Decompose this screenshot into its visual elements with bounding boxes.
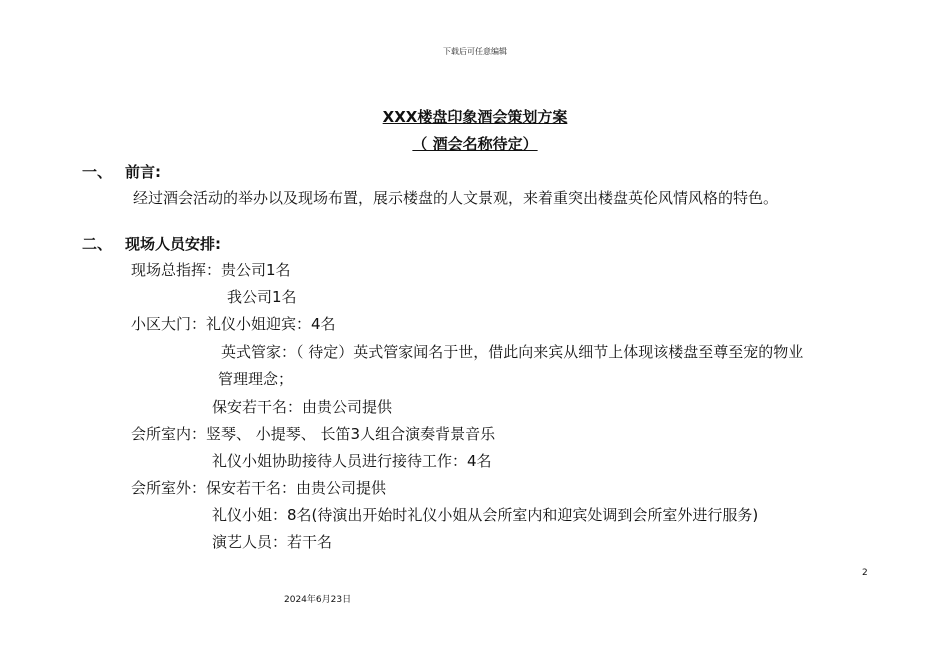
section-heading-preface: 前言:: [125, 163, 161, 181]
staffing-line: 管理理念；: [218, 370, 294, 388]
section-number-2: 二、: [82, 235, 113, 253]
staffing-line: 礼仪小姐协助接待人员进行接待工作：4名: [212, 452, 492, 470]
section-heading-staffing: 现场人员安排:: [125, 235, 221, 253]
staffing-line: 英式管家：（ 待定）英式管家闻名于世，借此向来宾从细节上体现该楼盘至尊至宠的物业: [221, 343, 804, 361]
header-note: 下载后可任意编辑: [443, 47, 507, 56]
staffing-line: 会所室外：保安若干名：由贵公司提供: [131, 479, 387, 497]
staffing-line: 小区大门：礼仪小姐迎宾：4名: [131, 315, 336, 333]
section-number-1: 一、: [82, 163, 113, 181]
staffing-line: 礼仪小姐：8名(待演出开始时礼仪小姐从会所室内和迎宾处调到会所室外进行服务): [212, 506, 759, 524]
staffing-line: 演艺人员：若干名: [212, 533, 333, 551]
document-title: XXX楼盘印象酒会策划方案: [382, 108, 568, 126]
page-number: 2: [862, 568, 868, 578]
staffing-line: 会所室内：竖琴、 小提琴、 长笛3人组合演奏背景音乐: [131, 425, 496, 443]
staffing-line: 我公司1名: [227, 288, 297, 306]
staffing-line: 现场总指挥：贵公司1名: [131, 261, 291, 279]
staffing-line: 保安若干名：由贵公司提供: [212, 398, 393, 416]
document-subtitle: （ 酒会名称待定）: [412, 135, 538, 153]
preface-paragraph: 经过酒会活动的举办以及现场布置，展示楼盘的人文景观，来着重突出楼盘英伦风情风格的特色。: [133, 189, 779, 207]
footer-date: 2024年6月23日: [284, 595, 352, 605]
